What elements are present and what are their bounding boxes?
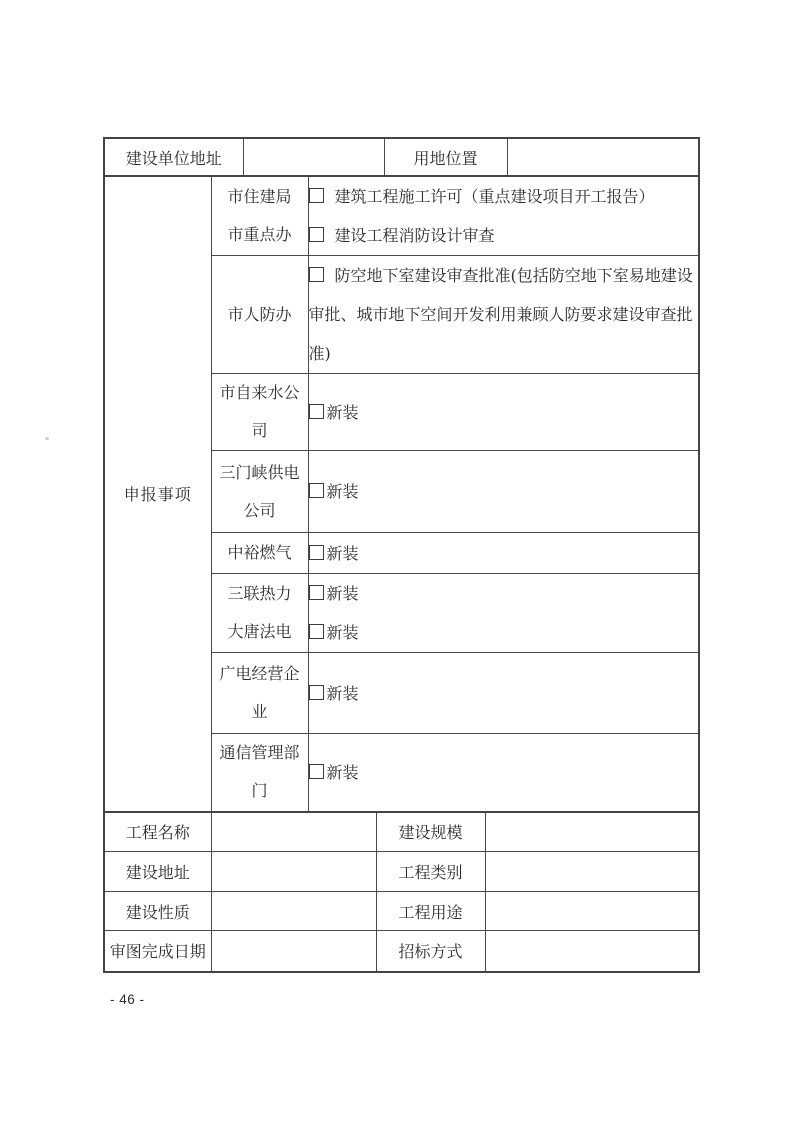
agency-name: 通信管理部门 — [219, 743, 300, 801]
option-label: 防空地下室建设审查批准(包括防空地下室易地建设审批、城市地下空间开发利用兼顾人防要求建设审查批准) — [308, 266, 693, 363]
project-use-label: 工程用途 — [376, 892, 485, 931]
drawing-review-date-value — [211, 931, 376, 972]
options-cell — [308, 256, 699, 374]
option-line — [309, 674, 699, 713]
agency-name: 市人防办 — [227, 304, 292, 324]
option-label: 建筑工程施工许可（重点建设项目开工报告） — [334, 187, 655, 206]
land-location-value — [507, 138, 699, 176]
table-row — [104, 892, 699, 931]
checkbox-icon[interactable] — [309, 764, 324, 779]
option-line — [309, 753, 699, 792]
option-label: 新装 — [326, 584, 359, 603]
agency-cell — [211, 374, 308, 451]
bidding-method-value — [485, 931, 699, 972]
agency-name: 广电经营企业 — [219, 664, 300, 721]
agency-name: 三联热力 — [227, 584, 292, 603]
agency-cell — [211, 653, 308, 734]
checkbox-icon[interactable] — [309, 685, 324, 700]
agency-name: 市重点办 — [227, 225, 292, 244]
agency-cell — [211, 574, 308, 653]
options-cell — [308, 734, 699, 812]
construction-unit-address-label: 建设单位地址 — [104, 138, 243, 176]
construction-address-label: 建设地址 — [104, 852, 211, 892]
table-row — [104, 852, 699, 892]
option-label: 新装 — [326, 482, 359, 501]
option-line — [309, 574, 699, 613]
option-label: 新装 — [326, 543, 359, 563]
agency-name: 中裕燃气 — [227, 543, 292, 562]
construction-nature-value — [211, 892, 376, 931]
table-row — [104, 931, 699, 972]
form-table — [103, 137, 698, 973]
construction-address-value — [211, 852, 376, 892]
bidding-method-label: 招标方式 — [376, 931, 485, 972]
checkbox-icon[interactable] — [309, 483, 324, 498]
construction-scale-label: 建设规模 — [376, 812, 485, 852]
options-cell — [308, 451, 699, 533]
construction-unit-address-value — [243, 138, 384, 176]
header-row-table — [103, 137, 700, 177]
project-category-value — [485, 852, 699, 892]
agency-cell — [211, 176, 308, 256]
option-line — [309, 256, 699, 373]
page-number: - 46 - — [110, 992, 145, 1007]
option-label: 新装 — [326, 683, 359, 703]
option-line — [309, 613, 699, 652]
checkbox-icon[interactable] — [309, 585, 324, 600]
option-label: 新装 — [326, 762, 359, 782]
options-cell — [308, 374, 699, 451]
application-items-header: 申报事项 — [104, 176, 211, 812]
project-category-label: 工程类别 — [376, 852, 485, 892]
checkbox-icon[interactable] — [309, 624, 324, 639]
construction-nature-label: 建设性质 — [104, 892, 211, 931]
option-line — [309, 216, 699, 255]
land-location-label: 用地位置 — [384, 138, 507, 176]
agency-name: 大唐法电 — [227, 622, 292, 641]
drawing-review-date-label: 审图完成日期 — [104, 931, 211, 972]
table-row — [104, 176, 699, 256]
agency-cell — [211, 451, 308, 533]
option-label: 新装 — [326, 402, 359, 422]
checkbox-icon[interactable] — [309, 227, 324, 242]
agency-cell — [211, 533, 308, 574]
option-line — [309, 393, 699, 432]
options-cell — [308, 533, 699, 574]
checkbox-icon[interactable] — [309, 404, 324, 419]
project-use-value — [485, 892, 699, 931]
agency-name: 市自来水公司 — [219, 383, 300, 440]
agency-name: 市住建局 — [227, 187, 292, 206]
option-line — [309, 534, 699, 573]
project-name-label: 工程名称 — [104, 812, 211, 852]
agency-name: 三门峡供电公司 — [219, 462, 300, 520]
option-label: 新装 — [326, 623, 359, 642]
checkbox-icon[interactable] — [309, 188, 324, 203]
options-cell — [308, 176, 699, 256]
table-row — [104, 138, 699, 176]
options-cell — [308, 574, 699, 653]
checkbox-icon[interactable] — [309, 545, 324, 560]
checkbox-icon[interactable] — [309, 267, 324, 282]
project-name-value — [211, 812, 376, 852]
options-cell — [308, 653, 699, 734]
option-label: 建设工程消防设计审查 — [334, 226, 495, 245]
scan-artifact — [45, 437, 49, 440]
agency-cell — [211, 256, 308, 374]
option-line — [309, 177, 699, 216]
option-line — [309, 472, 699, 511]
application-items-table — [103, 175, 700, 813]
project-info-table — [103, 811, 700, 973]
agency-cell — [211, 734, 308, 812]
table-row — [104, 812, 699, 852]
construction-scale-value — [485, 812, 699, 852]
